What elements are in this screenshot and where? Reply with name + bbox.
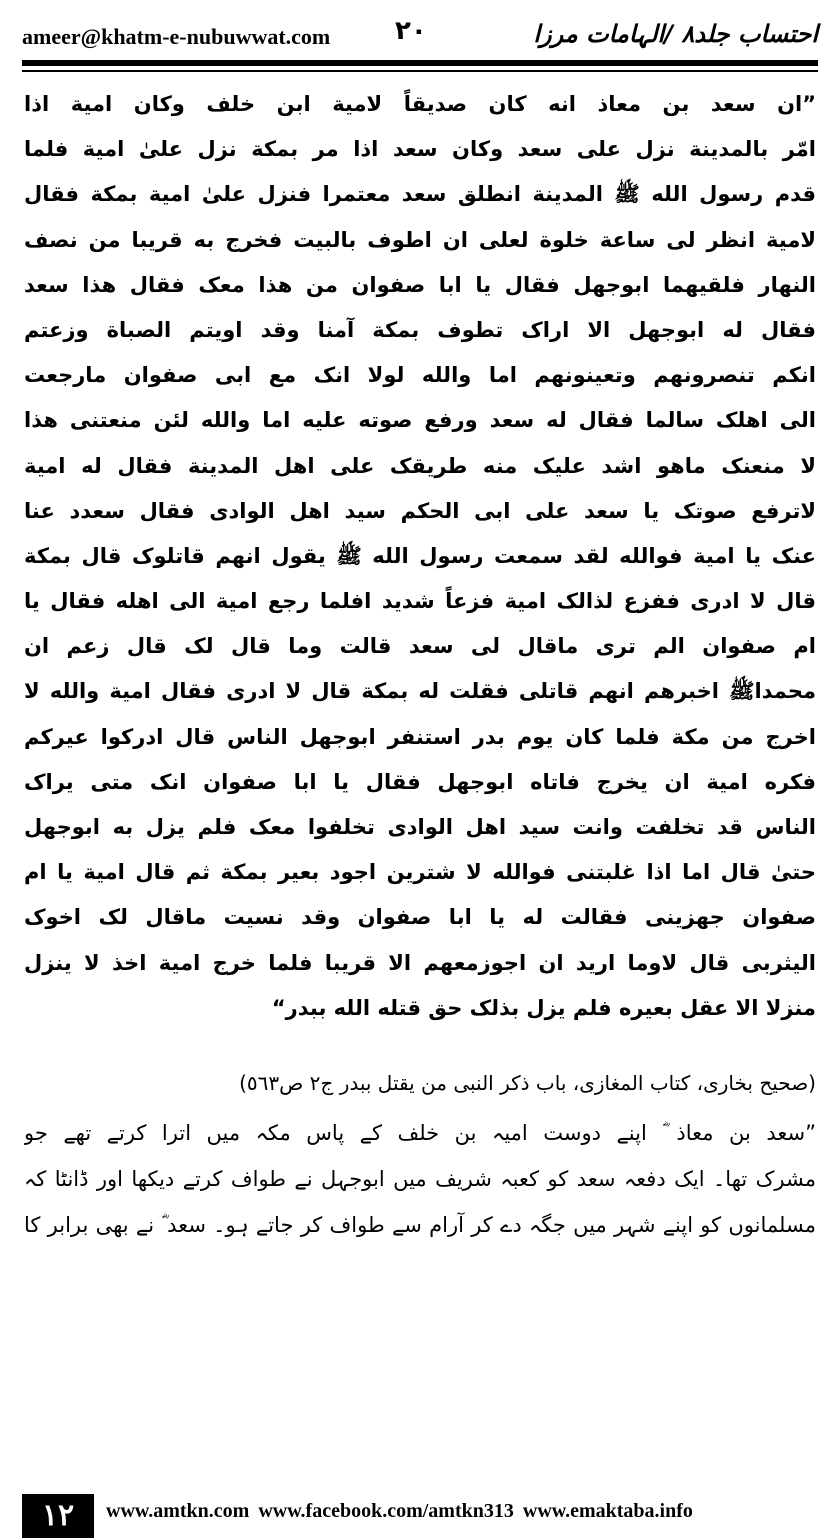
urdu-line: مشرک تھا۔ ایک دفعہ سعد کو کعبہ شریف میں ابوجہل نے طواف کرتے دیکھا اور ڈانٹا کہ [24, 1167, 816, 1191]
arabic-line: فكره امية ان يخرج فاتاه ابوجهل فقال يا ابا صفوان انک متى يراک [24, 769, 816, 794]
header-email[interactable]: ameer@khatm-e-nubuwwat.com [22, 24, 331, 49]
urdu-line: مسلمانوں کو اپنے شہر میں جگہ دے کر آرام سے طواف کر جاتے ہو۔ سعد ؓ نے بھی برابر کا [24, 1213, 816, 1237]
header-book-title: احتساب جلد٨ /الہامات مرزا [533, 20, 818, 48]
arabic-line: ”ان سعد بن معاذ انه كان صديقاً لامية ابن خلف وكان امية اذا [24, 92, 816, 116]
arabic-line: لا منعنک ماهو اشد عليک منه طريقک على اهل المدينة فقال له امية [24, 453, 816, 478]
arabic-line: لامية انظر لى ساعة خلوة لعلى ان اطوف بالبيت فخرج به قريبا من نصف [24, 227, 816, 252]
header-page-number: ٢٠ [395, 16, 427, 46]
source-citation: (صحيح بخارى، كتاب المغازى، باب ذكر النبى من يقتل ببدر ج٢ ص٥٦٣) [239, 1071, 816, 1095]
arabic-line: حتىٰ قال اما اذا غلبتنى فوالله لا شترين اجود بعير بمكة ثم قال امية يا ام [24, 860, 816, 885]
arabic-line: الناس قد تخلفت وانت سيد اهل الوادى تخلفوا معک فلم يزل به ابوجهل [24, 815, 816, 839]
arabic-line: محمداﷺ اخبرهم انهم قاتلى فقلت له بمكة قال لا ادرى فقال امية والله لا [24, 679, 816, 704]
footer-page-badge: ١٢ [22, 1494, 94, 1538]
arabic-line: فقال له ابوجهل الا اراک تطوف بمكة آمنا وقد اويتم الصباة وزعتم [24, 317, 816, 342]
arabic-line: ام صفوان الم ترى ماقال لى سعد قالت وما قال لک قال زعم ان [24, 634, 816, 659]
arabic-line: اخرج من مكة فلما كان يوم بدر استنفر ابوجهل الناس قال ادركوا عيركم [24, 724, 816, 749]
urdu-line: ”سعد بن معاذ ؓ اپنے دوست امیہ بن خلف کے پاس مکہ میں اترا کرتے تھے جو [24, 1121, 816, 1145]
urdu-translation-text [24, 1110, 816, 1248]
header-rule-thick [22, 60, 818, 66]
arabic-line: قدم رسول الله ﷺ المدينة انطلق سعد معتمرا فنزل علىٰ امية بمكة فقال [24, 182, 816, 207]
page-footer [0, 1494, 840, 1540]
arabic-line: قال لا ادرى ففزع لذالک امية فزعاً شديد افلما رجع امية الى اهله فقال يا [24, 589, 816, 614]
header-rule-thin [22, 70, 818, 72]
arabic-line: امّر بالمدينة نزل على سعد وكان سعد اذا مر بمكة نزل علىٰ امية فلما [24, 137, 816, 162]
footer-website-links[interactable]: www.amtkn.com www.facebook.com/amtkn313 www.emaktaba.info [106, 1500, 693, 1522]
arabic-line: منزلا الا عقل بعيره فلم يزل بذلک حق قتله الله ببدر“ [271, 995, 816, 1020]
arabic-hadith-text [24, 82, 816, 1031]
arabic-line: انكم تنصرونهم وتعينونهم اما والله لولا انک مع ابى صفوان مارجعت [24, 363, 816, 388]
arabic-line: عنک يا امية فوالله لقد سمعت رسول الله ﷺ يقول انهم قاتلوک قال بمكة [24, 543, 816, 568]
arabic-line: الى اهلک سالما فقال له سعد ورفع صوته عليه اما والله لئن منعتنى هذا [24, 408, 816, 433]
arabic-line: لاترفع صوتک يا سعد على ابى الحكم سيد اهل الوادى فقال سعدد عنا [24, 498, 816, 523]
arabic-line: النهار فلقيهما ابوجهل فقال يا ابا صفوان من هذا معک فقال هذا سعد [24, 272, 816, 297]
arabic-line: صفوان جهزينى فقالت له يا ابا صفوان وقد نسيت ماقال لک اخوک [24, 905, 816, 930]
page-header [0, 0, 840, 62]
arabic-line: اليثربى قال لاوما اريد ان اجوزمعهم الا قريبا فلما خرج امية اخذ لا ينزل [24, 950, 816, 975]
